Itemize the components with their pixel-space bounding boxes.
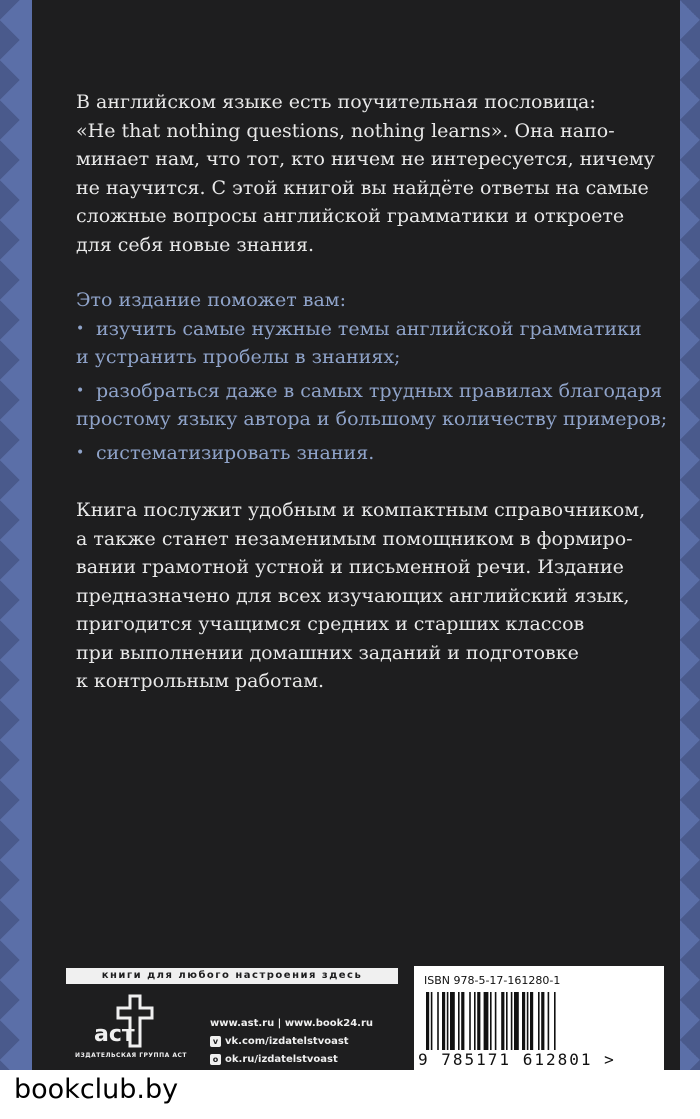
vk-icon: v — [210, 1036, 221, 1047]
intro-line: минает нам, что тот, кто ничем не интересуется, ничему — [76, 148, 655, 170]
ok-link[interactable]: ok.ru/izdatelstvoast — [225, 1054, 338, 1065]
intro-line: не научится. С этой книгой вы найдёте ответы на самые — [76, 176, 649, 199]
publisher-logo — [66, 994, 196, 1064]
vk-link[interactable]: vk.com/izdatelstvoast — [225, 1036, 349, 1047]
ok-icon: o — [210, 1054, 221, 1065]
intro-line: «He that nothing questions, nothing learns». Она напо- — [76, 119, 615, 142]
bullet-icon: • — [76, 320, 85, 337]
bullet-icon: • — [76, 382, 85, 399]
logo-text: аст — [94, 1022, 135, 1047]
sites-row — [210, 1016, 373, 1031]
intro-line: сложные вопросы английской грамматики и откроете — [76, 205, 625, 227]
closing-line: пригодится учащимся средних и старших классов — [76, 613, 585, 635]
intro-line: В английском языке есть поучительная пословица: — [76, 91, 596, 113]
benefits-list — [76, 286, 668, 467]
closing-line: к контрольным работам. — [76, 670, 325, 692]
bullet-icon: • — [76, 444, 85, 461]
barcode-icon — [426, 992, 652, 1050]
list-item-line: простому языку автора и большому количеству примеров; — [76, 408, 668, 430]
closing-line: вании грамотной устной и письменной речи. Издание — [76, 556, 624, 578]
closing-line: а также станет незаменимым помощником в формиро- — [76, 527, 633, 550]
list-item — [76, 315, 642, 372]
logo-caption: ИЗДАТЕЛЬСКАЯ ГРУППА АСТ — [75, 1052, 187, 1059]
list-item-line: систематизировать знания. — [96, 441, 375, 464]
closing-paragraph — [76, 496, 646, 696]
closing-line: Книга послужит удобным и компактным справочником, — [76, 499, 646, 521]
closing-line: при выполнении домашних заданий и подготовке — [76, 641, 579, 664]
benefits-heading: Это издание поможет вам: — [76, 289, 346, 311]
list-item-line: и устранить пробелы в знаниях; — [76, 346, 401, 368]
isbn-label: ISBN 978-5-17-161280-1 — [424, 974, 561, 987]
publisher-links — [210, 1016, 373, 1067]
ok-row — [210, 1052, 373, 1067]
barcode-digits: 9 785171 612801 > — [418, 1050, 616, 1069]
back-cover-panel — [32, 0, 680, 1070]
watermark: bookclub.by — [14, 1074, 179, 1105]
closing-line: предназначено для всех изучающих английский язык, — [76, 584, 630, 607]
list-item-line: разобраться даже в самых трудных правилах благодаря — [96, 379, 663, 402]
tagline-bar: книги для любого настроения здесь — [66, 968, 398, 984]
list-item — [76, 439, 636, 468]
list-item-line: изучить самые нужные темы английской грамматики — [96, 317, 642, 340]
intro-paragraph — [76, 88, 655, 259]
sites-link[interactable]: www.ast.ru | www.book24.ru — [210, 1018, 374, 1029]
isbn-box — [414, 966, 664, 1072]
vk-row — [210, 1034, 373, 1049]
list-item — [76, 377, 668, 434]
intro-line: для себя новые знания. — [76, 233, 315, 256]
